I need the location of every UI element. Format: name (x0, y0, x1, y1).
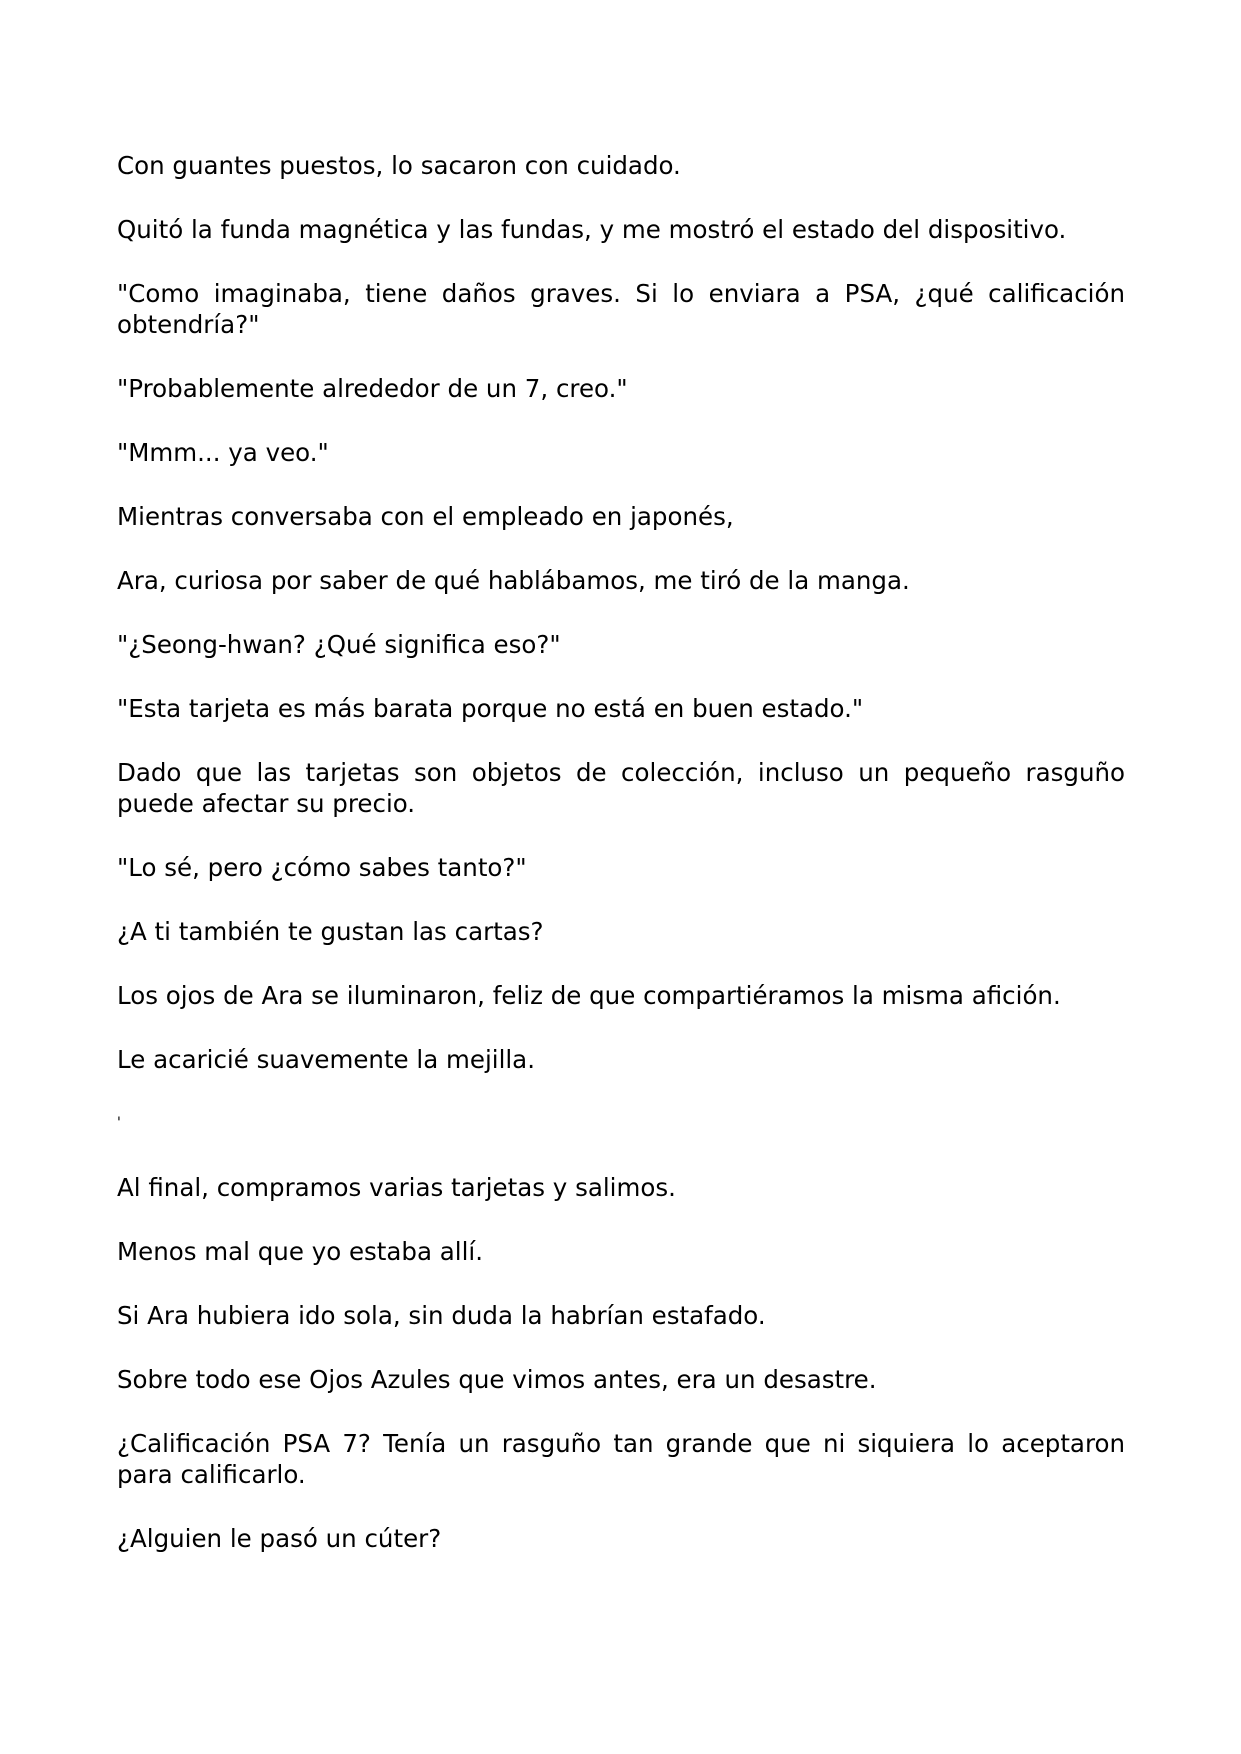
paragraph: Sobre todo ese Ojos Azules que vimos antes, era un desastre. (117, 1365, 877, 1394)
paragraph: "Mmm... ya veo." (117, 438, 329, 467)
paragraph: "Lo sé, pero ¿cómo sabes tanto?" (117, 853, 527, 882)
document-body (117, 150, 1125, 1587)
paragraph: Al final, compramos varias tarjetas y salimos. (117, 1173, 676, 1202)
paragraph: "¿Seong-hwan? ¿Qué significa eso?" (117, 630, 561, 659)
paragraph: Si Ara hubiera ido sola, sin duda la habrían estafado. (117, 1301, 766, 1330)
paragraph: "Esta tarjeta es más barata porque no está en buen estado." (117, 694, 864, 723)
paragraph: ¿Alguien le pasó un cúter? (117, 1524, 442, 1553)
paragraph: "Probablemente alrededor de un 7, creo." (117, 374, 628, 403)
paragraph: Mientras conversaba con el empleado en japonés, (117, 502, 734, 531)
paragraph: Ara, curiosa por saber de qué hablábamos, me tiró de la manga. (117, 566, 910, 595)
paragraph: ¿A ti también te gustan las cartas? (117, 917, 544, 946)
paragraph: Menos mal que yo estaba allí. (117, 1237, 484, 1266)
paragraph: Con guantes puestos, lo sacaron con cuidado. (117, 151, 681, 180)
paragraph: "Como imaginaba, tiene daños graves. Si lo enviara a PSA, ¿qué calificación obtendría?" (117, 279, 1125, 339)
paragraph: Quitó la funda magnética y las fundas, y me mostró el estado del dispositivo. (117, 215, 1067, 244)
stray-mark: ' (117, 1115, 121, 1131)
paragraph: Dado que las tarjetas son objetos de colección, incluso un pequeño rasguño puede afectar su precio. (117, 758, 1125, 818)
paragraph: Le acaricié suavemente la mejilla. (117, 1045, 535, 1074)
paragraph: ¿Calificación PSA 7? Tenía un rasguño tan grande que ni siquiera lo aceptaron para calificarlo. (117, 1429, 1125, 1489)
paragraph: Los ojos de Ara se iluminaron, feliz de que compartiéramos la misma afición. (117, 981, 1061, 1010)
